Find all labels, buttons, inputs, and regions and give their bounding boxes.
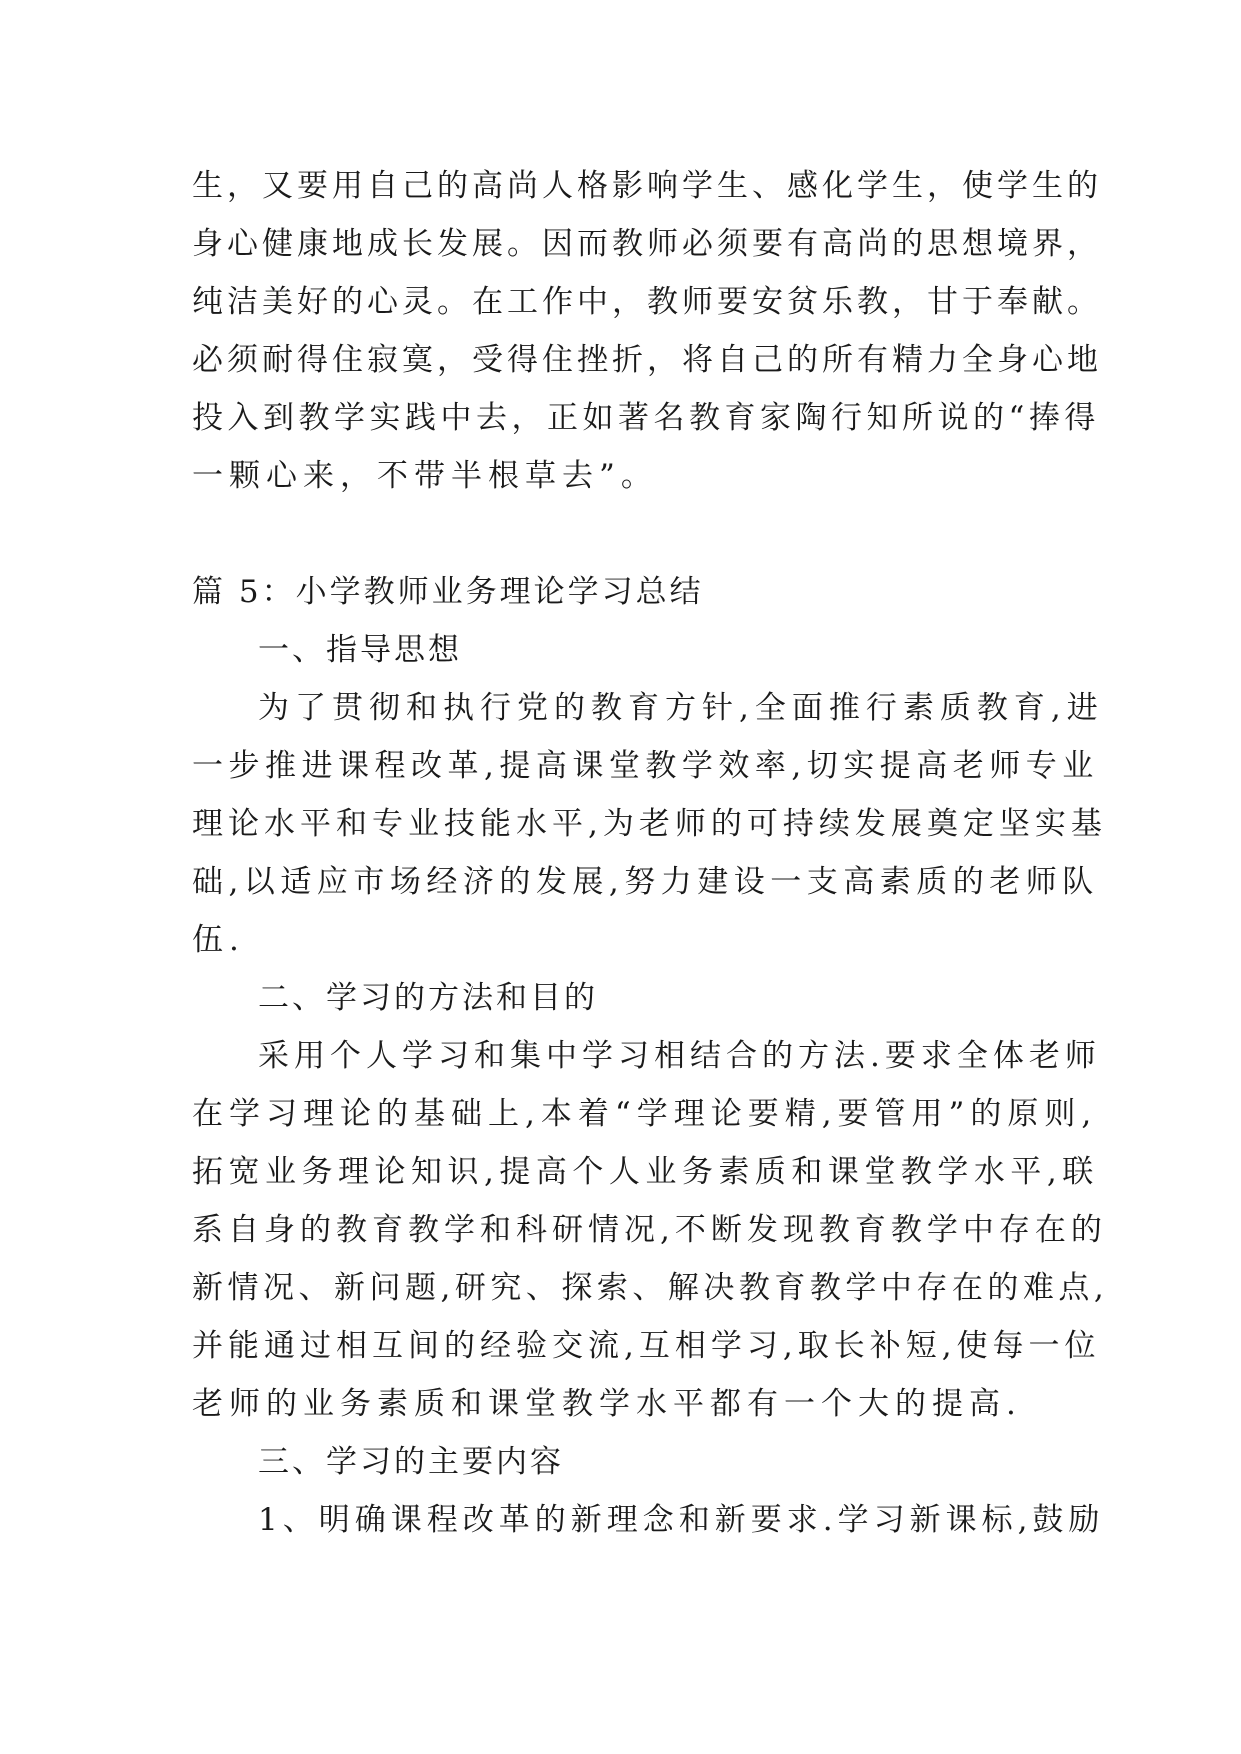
paragraph-line: 伍. [192,922,245,958]
paragraph-line: 1、明确课程改革的新理念和新要求.学习新课标,鼓励 [258,1502,1105,1538]
intro-line: 身心健康地成长发展。因而教师必须要有高尚的思想境界， [192,226,1102,262]
paragraph-line: 础,以适应市场经济的发展,努力建设一支高素质的老师队 [192,864,1099,900]
paragraph-line: 系自身的教育教学和科研情况,不断发现教育教学中存在的 [192,1212,1107,1248]
paragraph-line: 一步推进课程改革,提高课堂教学效率,切实提高老师专业 [192,748,1099,784]
paragraph-line: 为了贯彻和执行党的教育方针,全面推行素质教育,进 [258,690,1104,726]
intro-line: 必须耐得住寂寞，受得住挫折，将自己的所有精力全身心地 [192,342,1102,378]
intro-line: 生，又要用自己的高尚人格影响学生、感化学生，使学生的 [192,168,1102,204]
paragraph-line: 采用个人学习和集中学习相结合的方法.要求全体老师 [258,1038,1101,1074]
intro-line: 纯洁美好的心灵。在工作中，教师要安贫乐教，甘于奉献。 [192,284,1102,320]
paragraph-line: 理论水平和专业技能水平,为老师的可持续发展奠定坚实基 [192,806,1107,842]
intro-line: 一颗心来，不带半根草去”。 [192,458,658,494]
section-heading: 二、学习的方法和目的 [258,980,598,1016]
intro-line: 投入到教学实践中去，正如著名教育家陶行知所说的“捧得 [192,400,1100,436]
paragraph-line: 在学习理论的基础上,本着“学理论要精,要管用”的原则, [192,1096,1098,1132]
paragraph-line: 并能通过相互间的经验交流,互相学习,取长补短,使每一位 [192,1328,1101,1364]
section-heading: 一、指导思想 [258,632,462,668]
paragraph-line: 拓宽业务理论知识,提高个人业务素质和课堂教学水平,联 [192,1154,1099,1190]
section-heading: 三、学习的主要内容 [258,1444,564,1480]
article-title: 篇 5：小学教师业务理论学习总结 [192,574,704,610]
paragraph-line: 老师的业务素质和课堂教学水平都有一个大的提高. [192,1386,1022,1422]
paragraph-line: 新情况、新问题,研究、探索、解决教育教学中存在的难点, [192,1270,1109,1306]
